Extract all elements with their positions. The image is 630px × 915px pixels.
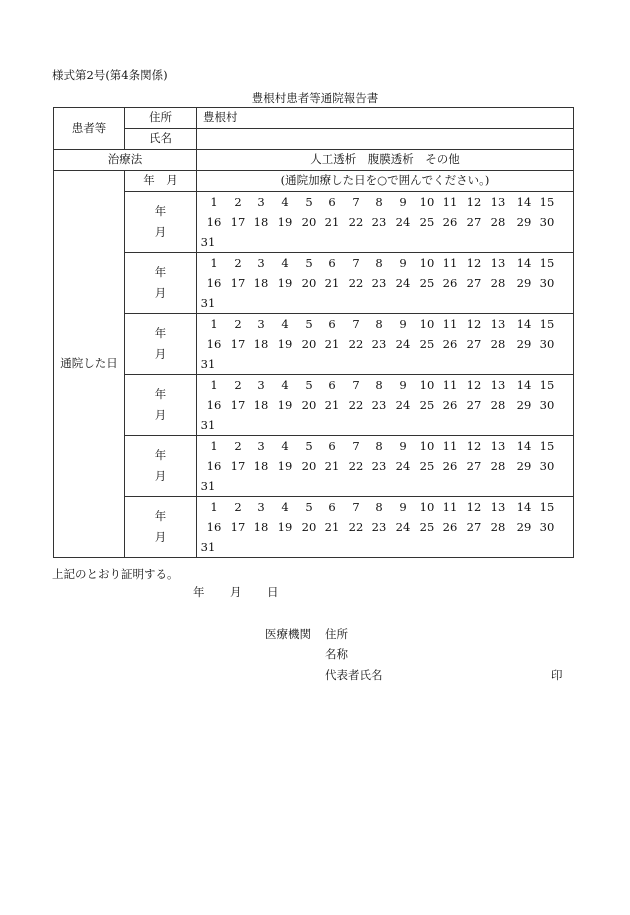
day-number[interactable]: 28 [490,520,506,534]
day-number[interactable]: 2 [234,256,242,270]
name-label: 氏名 [125,129,197,150]
day-selection-cell [197,314,574,375]
day-number[interactable]: 25 [419,398,435,412]
institution-address-label: 住所 [325,627,348,641]
month-block [54,253,574,314]
day-number[interactable]: 24 [395,459,411,473]
day-number[interactable]: 23 [371,337,387,351]
day-number[interactable]: 21 [324,337,340,351]
document-title: 豊根村患者等通院報告書 [251,91,379,105]
day-number[interactable]: 6 [328,195,336,209]
day-number[interactable]: 7 [352,317,360,331]
day-number[interactable]: 28 [490,459,506,473]
day-number[interactable]: 12 [466,378,482,392]
day-number[interactable]: 30 [539,398,555,412]
day-number[interactable]: 9 [399,317,407,331]
month-year-cell[interactable] [125,314,197,375]
month-label: 月 [154,347,167,361]
day-number[interactable]: 6 [328,378,336,392]
day-number[interactable]: 29 [516,520,532,534]
day-number[interactable]: 24 [395,520,411,534]
day-number[interactable]: 28 [490,276,506,290]
day-number[interactable]: 31 [200,540,216,554]
day-number[interactable]: 16 [206,520,222,534]
day-number[interactable]: 27 [466,520,482,534]
day-row [197,476,573,496]
day-number[interactable]: 15 [539,378,555,392]
day-number[interactable]: 7 [352,195,360,209]
day-row [197,273,573,293]
day-number[interactable]: 23 [371,459,387,473]
day-number[interactable]: 18 [253,337,269,351]
treatment-options[interactable]: 人工透析 腹膜透析 その他 [197,150,574,171]
visit-dates-label: 通院した日 [54,171,125,558]
day-number[interactable]: 5 [305,500,313,514]
day-number[interactable]: 12 [466,500,482,514]
day-number[interactable]: 1 [210,378,218,392]
day-number[interactable]: 14 [516,378,532,392]
day-number[interactable]: 24 [395,276,411,290]
day-number[interactable]: 1 [210,195,218,209]
day-number[interactable]: 20 [301,215,317,229]
day-number[interactable]: 19 [277,215,293,229]
day-row [197,375,573,395]
day-number[interactable]: 13 [490,317,506,331]
day-number[interactable]: 3 [257,195,265,209]
day-number[interactable]: 10 [419,378,435,392]
day-number[interactable]: 8 [375,500,383,514]
day-number[interactable]: 20 [301,398,317,412]
day-number[interactable]: 22 [348,520,364,534]
day-number[interactable]: 6 [328,317,336,331]
day-number[interactable]: 19 [277,459,293,473]
day-number[interactable]: 26 [442,459,458,473]
day-number[interactable]: 15 [539,256,555,270]
day-number[interactable]: 4 [281,500,289,514]
day-number[interactable]: 14 [516,317,532,331]
day-number[interactable]: 20 [301,520,317,534]
day-selection-cell [197,253,574,314]
day-number[interactable]: 5 [305,195,313,209]
day-number[interactable]: 29 [516,337,532,351]
day-number[interactable]: 5 [305,378,313,392]
day-number[interactable]: 28 [490,398,506,412]
day-number[interactable]: 30 [539,215,555,229]
day-number[interactable]: 8 [375,378,383,392]
day-selection-cell [197,375,574,436]
treatment-label: 治療法 [54,150,197,171]
day-number[interactable]: 8 [375,256,383,270]
day-number[interactable]: 25 [419,276,435,290]
day-number[interactable]: 22 [348,398,364,412]
address-value[interactable]: 豊根村 [197,108,574,129]
day-number[interactable]: 26 [442,276,458,290]
day-number[interactable]: 20 [301,459,317,473]
day-number[interactable]: 16 [206,276,222,290]
day-number[interactable]: 23 [371,398,387,412]
day-selection-cell [197,497,574,558]
day-number[interactable]: 29 [516,215,532,229]
day-number[interactable]: 18 [253,398,269,412]
day-number[interactable]: 22 [348,215,364,229]
day-number[interactable]: 13 [490,195,506,209]
day-number[interactable]: 28 [490,215,506,229]
day-row [197,314,573,334]
day-number[interactable]: 31 [200,235,216,249]
day-number[interactable]: 1 [210,317,218,331]
day-number[interactable]: 30 [539,459,555,473]
day-number[interactable]: 9 [399,439,407,453]
day-number[interactable]: 8 [375,195,383,209]
day-number[interactable]: 16 [206,459,222,473]
day-number[interactable]: 4 [281,439,289,453]
representative-name-label: 代表者氏名 [325,668,383,682]
day-number[interactable]: 23 [371,276,387,290]
day-number[interactable]: 4 [281,256,289,270]
day-number[interactable]: 31 [200,296,216,310]
day-row [197,497,573,517]
day-number[interactable]: 6 [328,439,336,453]
day-number[interactable]: 14 [516,195,532,209]
day-number[interactable]: 10 [419,195,435,209]
day-number[interactable]: 7 [352,378,360,392]
patient-section-label: 患者等 [54,108,125,150]
day-number[interactable]: 6 [328,500,336,514]
day-number[interactable]: 27 [466,459,482,473]
month-block [54,436,574,497]
day-number[interactable]: 8 [375,317,383,331]
year-label: 年 [154,264,167,279]
month-year-cell[interactable] [125,436,197,497]
cert-month-label: 月 [230,585,242,599]
day-number[interactable]: 17 [230,398,246,412]
day-number[interactable]: 2 [234,439,242,453]
name-value[interactable] [197,129,574,150]
day-row [197,253,573,273]
day-number[interactable]: 21 [324,459,340,473]
day-number[interactable]: 15 [539,500,555,514]
day-number[interactable]: 1 [210,500,218,514]
day-number[interactable]: 13 [490,378,506,392]
day-number[interactable]: 26 [442,337,458,351]
day-number[interactable]: 26 [442,398,458,412]
day-row [197,436,573,456]
day-number[interactable]: 17 [230,337,246,351]
day-number[interactable]: 22 [348,276,364,290]
year-month-header: 年 月 [125,171,197,192]
day-number[interactable]: 11 [442,317,458,331]
month-block [54,375,574,436]
day-number[interactable]: 18 [253,520,269,534]
day-number[interactable]: 5 [305,317,313,331]
day-number[interactable]: 30 [539,520,555,534]
day-number[interactable]: 27 [466,276,482,290]
day-number[interactable]: 8 [375,439,383,453]
seal-mark: 印 [551,668,563,682]
day-number[interactable]: 5 [305,256,313,270]
day-number[interactable]: 4 [281,317,289,331]
day-number[interactable]: 10 [419,500,435,514]
institution-label: 医療機関 [265,627,311,641]
day-number[interactable]: 4 [281,378,289,392]
day-number[interactable]: 16 [206,398,222,412]
day-number[interactable]: 2 [234,317,242,331]
day-number[interactable]: 15 [539,195,555,209]
day-number[interactable]: 18 [253,276,269,290]
month-label: 月 [154,286,167,300]
day-number[interactable]: 13 [490,439,506,453]
year-label: 年 [154,203,167,218]
day-number[interactable]: 12 [466,256,482,270]
day-number[interactable]: 7 [352,500,360,514]
day-number[interactable]: 9 [399,195,407,209]
day-number[interactable]: 18 [253,459,269,473]
day-number[interactable]: 15 [539,439,555,453]
day-number[interactable]: 19 [277,337,293,351]
certification-text: 上記のとおり証明する。 [52,567,179,581]
day-number[interactable]: 23 [371,520,387,534]
day-number[interactable]: 4 [281,195,289,209]
day-row [197,334,573,354]
report-table [53,107,574,558]
day-number[interactable]: 17 [230,276,246,290]
day-number[interactable]: 11 [442,378,458,392]
month-year-cell[interactable] [125,192,197,253]
day-number[interactable]: 20 [301,276,317,290]
day-number[interactable]: 14 [516,500,532,514]
day-number[interactable]: 2 [234,500,242,514]
day-number[interactable]: 21 [324,215,340,229]
day-number[interactable]: 17 [230,459,246,473]
day-number[interactable]: 13 [490,500,506,514]
day-row [197,293,573,313]
day-number[interactable]: 9 [399,256,407,270]
month-label: 月 [154,530,167,544]
day-number[interactable]: 31 [200,479,216,493]
day-number[interactable]: 21 [324,520,340,534]
day-row [197,192,573,212]
day-number[interactable]: 1 [210,256,218,270]
day-number[interactable]: 9 [399,500,407,514]
day-number[interactable]: 30 [539,276,555,290]
day-number[interactable]: 11 [442,439,458,453]
day-number[interactable]: 13 [490,256,506,270]
month-year-cell[interactable] [125,375,197,436]
day-number[interactable]: 11 [442,256,458,270]
day-number[interactable]: 21 [324,398,340,412]
day-number[interactable]: 25 [419,215,435,229]
day-number[interactable]: 1 [210,439,218,453]
day-row [197,415,573,435]
month-label: 月 [154,408,167,422]
day-number[interactable]: 25 [419,337,435,351]
month-label: 月 [154,469,167,483]
day-number[interactable]: 5 [305,439,313,453]
day-number[interactable]: 16 [206,337,222,351]
institution-name-label: 名称 [325,647,348,661]
month-block [54,192,574,253]
day-number[interactable]: 24 [395,398,411,412]
day-number[interactable]: 26 [442,215,458,229]
cert-year-label: 年 [193,585,205,599]
month-block [54,314,574,375]
day-number[interactable]: 29 [516,398,532,412]
day-number[interactable]: 29 [516,276,532,290]
month-label: 月 [154,225,167,239]
day-number[interactable]: 2 [234,195,242,209]
day-row [197,212,573,232]
day-number[interactable]: 20 [301,337,317,351]
day-number[interactable]: 23 [371,215,387,229]
day-row [197,232,573,252]
day-number[interactable]: 11 [442,195,458,209]
month-block [54,497,574,558]
day-number[interactable]: 3 [257,378,265,392]
year-label: 年 [154,447,167,462]
day-number[interactable]: 10 [419,317,435,331]
day-number[interactable]: 27 [466,215,482,229]
year-label: 年 [154,386,167,401]
day-number[interactable]: 3 [257,256,265,270]
day-number[interactable]: 6 [328,256,336,270]
day-number[interactable]: 3 [257,439,265,453]
cert-day-label: 日 [267,585,279,599]
day-number[interactable]: 11 [442,500,458,514]
address-label: 住所 [125,108,197,129]
day-number[interactable]: 14 [516,439,532,453]
month-year-cell[interactable] [125,253,197,314]
day-selection-cell [197,192,574,253]
year-label: 年 [154,508,167,523]
day-number[interactable]: 24 [395,337,411,351]
day-row [197,517,573,537]
day-row [197,354,573,374]
day-number[interactable]: 30 [539,337,555,351]
day-number[interactable]: 7 [352,439,360,453]
day-number[interactable]: 17 [230,520,246,534]
day-number[interactable]: 14 [516,256,532,270]
day-number[interactable]: 3 [257,500,265,514]
day-row [197,456,573,476]
day-number[interactable]: 17 [230,215,246,229]
day-number[interactable]: 19 [277,398,293,412]
day-selection-cell [197,436,574,497]
day-number[interactable]: 12 [466,195,482,209]
day-number[interactable]: 10 [419,439,435,453]
day-number[interactable]: 25 [419,459,435,473]
day-number[interactable]: 31 [200,418,216,432]
day-number[interactable]: 10 [419,256,435,270]
day-number[interactable]: 19 [277,276,293,290]
year-label: 年 [154,325,167,340]
day-number[interactable]: 9 [399,378,407,392]
day-number[interactable]: 31 [200,357,216,371]
day-number[interactable]: 12 [466,317,482,331]
day-number[interactable]: 7 [352,256,360,270]
day-number[interactable]: 18 [253,215,269,229]
day-number[interactable]: 22 [348,459,364,473]
day-number[interactable]: 16 [206,215,222,229]
day-number[interactable]: 26 [442,520,458,534]
day-number[interactable]: 25 [419,520,435,534]
day-number[interactable]: 28 [490,337,506,351]
day-number[interactable]: 12 [466,439,482,453]
day-number[interactable]: 29 [516,459,532,473]
month-year-cell[interactable] [125,497,197,558]
day-row [197,395,573,415]
day-number[interactable]: 3 [257,317,265,331]
day-number[interactable]: 19 [277,520,293,534]
visit-instruction: (通院加療した日を○で囲んでください。) [197,171,574,192]
day-number[interactable]: 21 [324,276,340,290]
day-row [197,537,573,557]
day-number[interactable]: 27 [466,398,482,412]
day-number[interactable]: 15 [539,317,555,331]
form-number-label: 様式第2号(第4条関係) [52,68,168,82]
day-number[interactable]: 22 [348,337,364,351]
day-number[interactable]: 24 [395,215,411,229]
day-number[interactable]: 2 [234,378,242,392]
day-number[interactable]: 27 [466,337,482,351]
